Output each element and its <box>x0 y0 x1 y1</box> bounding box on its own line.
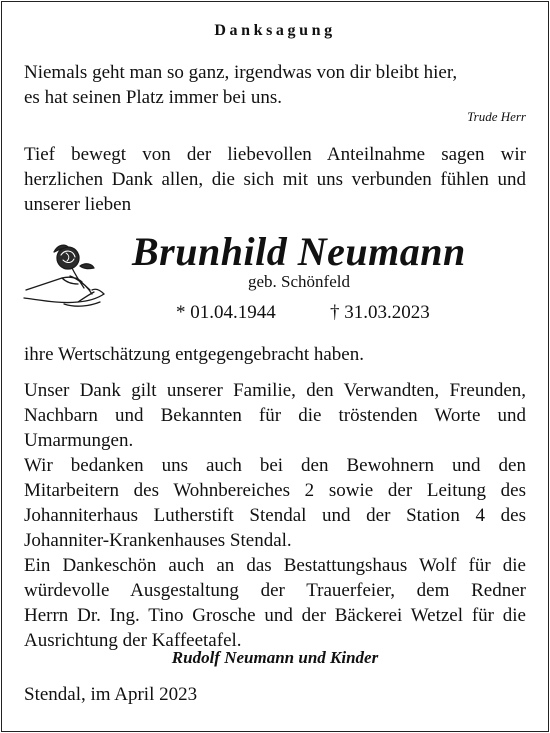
quote <box>24 60 457 110</box>
thanks-line: Johanniterhaus Lutherstift Stendal und der Station 4 des <box>24 505 526 526</box>
quote-author: Trude Herr <box>467 109 526 124</box>
thanks-line: Umarmungen. <box>24 430 134 451</box>
thanks-line: Johanniter-Krankenhauses Stendal. <box>24 530 292 551</box>
notice-heading: Danksagung <box>214 22 336 39</box>
deceased-name: Brunhild Neumann <box>132 229 466 274</box>
death-date: † 31.03.2023 <box>330 302 430 323</box>
birth-date: * 01.04.1944 <box>176 302 276 323</box>
appreciation-line: ihre Wertschätzung entgegengebracht haben. <box>24 344 364 365</box>
thanks-line: würdevolle Ausgestaltung der Trauerfeier, dem Redner <box>24 580 526 601</box>
quote-line: Niemals geht man so ganz, irgendwas von dir bleibt hier, <box>24 62 458 83</box>
appreciation-paragraph <box>24 342 526 367</box>
thanks-line: Nachbarn und Bekannten für die tröstenden Worte und <box>24 405 526 426</box>
thanks-paragraph <box>24 378 526 653</box>
intro-line: Tief bewegt von der liebevollen Anteilnahme sagen wir <box>24 144 526 165</box>
place-date: Stendal, im April 2023 <box>24 684 198 705</box>
signature: Rudolf Neumann und Kinder <box>171 648 379 667</box>
intro-line: herzlichen Dank allen, die sich mit uns verbunden fühlen und <box>24 169 526 190</box>
thanks-line: Ein Dankeschön auch an das Bestattungshaus Wolf für die <box>24 555 526 576</box>
thanks-line: Ausrichtung der Kaffeetafel. <box>24 630 242 651</box>
thanks-line: Mitarbeitern des Wohnbereiches 2 sowie der Leitung des <box>24 480 526 501</box>
thanks-line: Herrn Dr. Ing. Tino Grosche und der Bäckerei Wetzel für die <box>24 605 526 626</box>
thanks-line: Unser Dank gilt unserer Familie, den Verwandten, Freunden, <box>24 380 526 401</box>
thanks-line: Wir bedanken uns auch bei den Bewohnern und den <box>24 455 526 476</box>
hands-holding-rose-icon <box>20 238 128 310</box>
maiden-name: geb. Schönfeld <box>248 272 350 291</box>
quote-line: es hat seinen Platz immer bei uns. <box>24 87 283 108</box>
intro-paragraph <box>24 142 526 217</box>
intro-line: unserer lieben <box>24 194 132 215</box>
